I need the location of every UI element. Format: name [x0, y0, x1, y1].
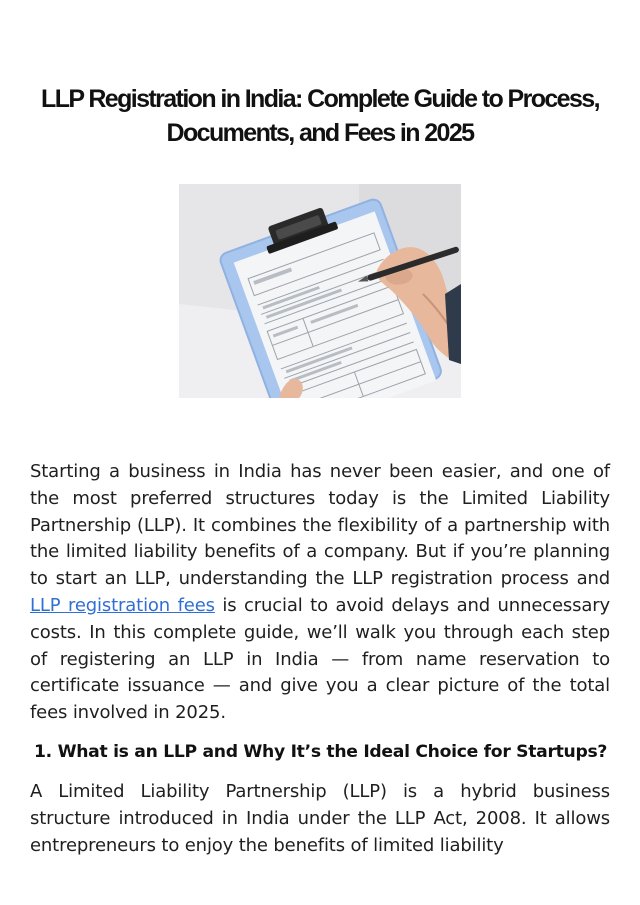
hero-image — [179, 184, 461, 398]
intro-text-start: Starting a business in India has never been easier, and one of the most preferred structures today is the Limited Liability Partnership (LLP). It combines the flexibility of a partnership with the limited liability benefits of a company. But if you’re planning to start an LLP, understanding the LLP registration process and — [30, 461, 610, 590]
article-title: LLP Registration in India: Complete Guide to Process, Documents, and Fees in 2025 — [41, 85, 599, 147]
intro-text-end: is crucial to avoid delays and unnecessary costs. In this complete guide, we’ll walk you through each step of registering an LLP in India — from name reservation to certificate issuance — and give you a clear picture of the total fees involved in 2025. — [30, 594, 611, 724]
llp-registration-fees-link[interactable]: LLP registration fees — [30, 594, 215, 616]
section-heading: 1. What is an LLP and Why It’s the Ideal Choice for Startups? — [34, 742, 608, 762]
intro-paragraph — [30, 459, 610, 727]
clipboard-form-illustration — [179, 184, 461, 398]
section-paragraph: A Limited Liability Partnership (LLP) is a hybrid business structure introduced in India under the LLP Act, 2008. It allows entrepreneurs to enjoy the benefits of limited liability — [30, 781, 610, 856]
